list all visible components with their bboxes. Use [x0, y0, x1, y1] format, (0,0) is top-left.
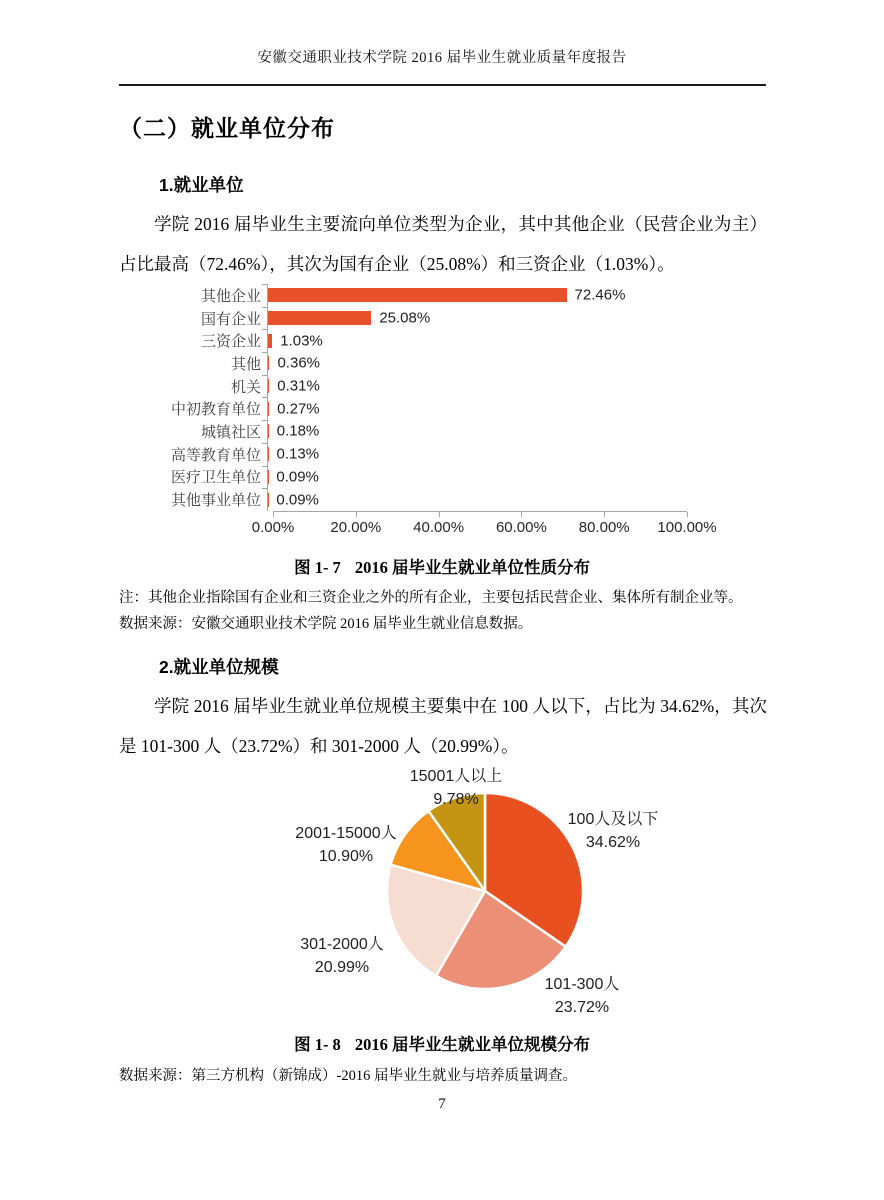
bar-row	[119, 488, 819, 511]
bar-category-label: 其他事业单位	[170, 492, 261, 510]
bar-category-label: 三资企业	[200, 333, 261, 351]
bar-track	[267, 443, 680, 466]
paragraph-2: 学院 2016 届毕业生就业单位规模主要集中在 100 人以下，占比为 34.62%，其次是 101-300 人（23.72%）和 301-2000 人（20.99%）。	[119, 696, 767, 756]
bar-category-label: 中初教育单位	[170, 401, 261, 419]
bar-category-label: 其他企业	[200, 287, 261, 305]
section-title: （二）就业单位分布	[119, 115, 335, 141]
bar-track	[267, 397, 680, 420]
bar-category-label: 高等教育单位	[170, 446, 261, 464]
axis-tick-label: 100.00%	[657, 518, 717, 536]
bar	[268, 334, 272, 348]
pie-slice-label-pct: 10.90%	[318, 848, 374, 865]
subsection-2-title: 2.就业单位规模	[159, 657, 279, 677]
axis-tick	[262, 420, 267, 421]
bar-category-label: 机关	[230, 378, 261, 396]
axis-tick	[262, 488, 267, 489]
bar-value-label: 0.13%	[276, 445, 320, 463]
bar	[268, 379, 269, 393]
bar-value-label: 0.18%	[276, 422, 320, 440]
pie-chart	[374, 780, 596, 1002]
bar-track	[267, 284, 680, 307]
header-divider	[119, 84, 766, 86]
page-number: 7	[438, 1096, 446, 1112]
bar-track	[267, 420, 680, 443]
bar-row	[119, 352, 819, 375]
figure-7-label: 图 1- 7	[294, 558, 341, 577]
bar-row	[119, 466, 819, 489]
bar-row	[119, 375, 819, 398]
bar-row	[119, 443, 819, 466]
bar-value-label: 25.08%	[379, 309, 431, 327]
axis-tick	[439, 512, 440, 517]
pie-slice-label	[410, 765, 503, 811]
figure-8-caption	[0, 1031, 884, 1055]
pie-slice-label-pct: 34.62%	[585, 834, 641, 851]
bar-category-label: 其他	[230, 355, 261, 373]
bar-track	[267, 352, 680, 375]
figure-8-title: 2016 届毕业生就业单位规模分布	[354, 1035, 590, 1054]
subsection-1-title: 1.就业单位	[159, 175, 244, 195]
bar-track	[267, 329, 680, 352]
axis-tick	[262, 443, 267, 444]
axis-tick	[604, 512, 605, 517]
bar-value-label: 72.46%	[574, 286, 626, 304]
bar	[268, 447, 269, 461]
bar-value-label: 0.09%	[276, 468, 319, 486]
bar-value-label: 0.36%	[277, 354, 321, 372]
pie-slice-label-text: 2001-15000人	[295, 825, 397, 842]
pie-slice-label-pct: 23.72%	[554, 999, 610, 1016]
axis-tick	[262, 466, 267, 467]
bar	[268, 402, 269, 416]
bar-value-label: 0.27%	[277, 400, 320, 418]
figure-7-source: 数据来源：安徽交通职业技术学院 2016 届毕业生就业信息数据。	[119, 616, 533, 632]
pie-slice-label	[545, 973, 620, 1019]
axis-tick-label: 80.00%	[578, 518, 630, 536]
bar-value-label: 0.31%	[277, 377, 320, 395]
bar	[268, 311, 371, 325]
bar	[268, 288, 567, 302]
bar-row	[119, 284, 819, 307]
axis-tick	[687, 512, 688, 517]
figure-7-caption	[0, 554, 884, 578]
bar-value-label: 1.03%	[280, 332, 323, 350]
axis-tick	[262, 375, 267, 376]
bar-category-label: 国有企业	[200, 310, 261, 328]
pie-slice-label-pct: 9.78%	[433, 791, 479, 808]
bar-value-label: 0.09%	[276, 491, 319, 509]
figure-7-note: 注：其他企业指除国有企业和三资企业之外的所有企业，主要包括民营企业、集体所有制企业等。	[119, 590, 743, 606]
bar-row	[119, 420, 819, 443]
bar-row	[119, 329, 819, 352]
axis-tick	[262, 284, 267, 285]
bar	[268, 424, 269, 438]
pie-slice-label-text: 101-300人	[544, 976, 620, 993]
pie-slice-label-text: 15001人以上	[409, 768, 503, 785]
axis-tick-label: 40.00%	[413, 518, 465, 536]
pie-slice-label-text: 301-2000人	[300, 936, 384, 953]
pie-slice-label	[300, 933, 384, 979]
bar-track	[267, 307, 680, 330]
axis-tick	[262, 307, 267, 308]
axis-tick	[521, 512, 522, 517]
bar-x-axis	[273, 511, 687, 517]
bar-category-label: 医疗卫生单位	[170, 469, 261, 487]
bar	[268, 356, 269, 370]
bar-chart	[119, 284, 819, 541]
bar-x-labels	[251, 518, 717, 541]
axis-tick-label: 60.00%	[495, 518, 547, 536]
document-header: 安徽交通职业技术学院 2016 届毕业生就业质量年度报告	[257, 50, 627, 66]
bar-track	[267, 488, 680, 511]
figure-8-label: 图 1- 8	[294, 1035, 341, 1054]
pie-slice-label-text: 100人及以下	[567, 811, 659, 828]
axis-tick-label: 0.00%	[251, 518, 295, 536]
axis-tick	[262, 397, 267, 398]
pie-slice-label-pct: 20.99%	[314, 959, 370, 976]
bar-row	[119, 307, 819, 330]
pie-slice-label	[568, 808, 659, 854]
figure-8-source: 数据来源：第三方机构（新锦成）-2016 届毕业生就业与培养质量调查。	[119, 1068, 577, 1084]
bar-row	[119, 397, 819, 420]
axis-tick	[262, 352, 267, 353]
bar-category-label: 城镇社区	[200, 423, 261, 441]
pie-slice-label	[295, 822, 396, 868]
axis-tick	[273, 512, 274, 517]
paragraph-1: 学院 2016 届毕业生主要流向单位类型为企业，其中其他企业（民营企业为主）占比最高（72.46%），其次为国有企业（25.08%）和三资企业（1.03%）。	[119, 214, 767, 274]
bar-chart-rows	[119, 284, 819, 511]
figure-7-title: 2016 届毕业生就业单位性质分布	[354, 558, 590, 577]
axis-tick-label: 20.00%	[330, 518, 382, 536]
bar-track	[267, 466, 680, 489]
axis-tick	[262, 329, 267, 330]
bar-track	[267, 375, 680, 398]
axis-tick	[356, 512, 357, 517]
